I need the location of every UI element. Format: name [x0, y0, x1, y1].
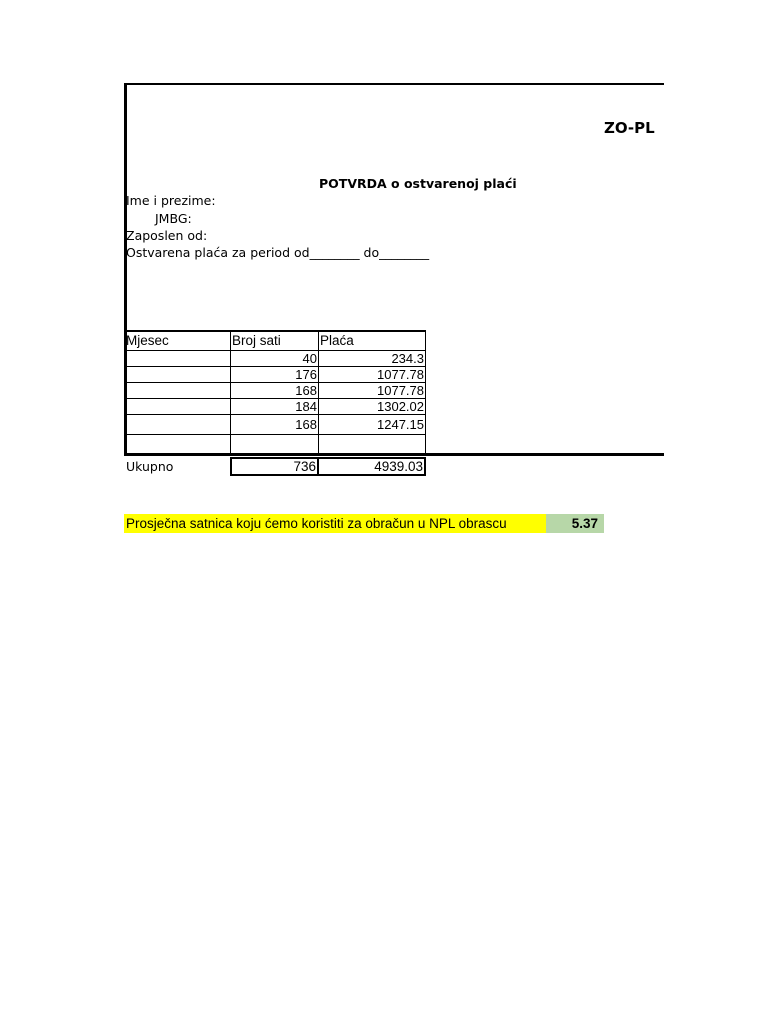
cell-hours[interactable] [231, 434, 319, 453]
name-label: Ime i prezime: [126, 193, 216, 208]
table-row [125, 398, 426, 414]
total-pay[interactable]: 4939.03 [317, 457, 426, 476]
cell-pay[interactable] [319, 434, 426, 453]
cell-month[interactable] [125, 434, 231, 453]
table-row [125, 350, 426, 366]
table-row [125, 382, 426, 398]
cell-pay[interactable]: 1077.78 [319, 366, 426, 382]
cell-month[interactable] [125, 398, 231, 414]
table-row [125, 434, 426, 453]
cell-pay[interactable]: 1077.78 [319, 382, 426, 398]
employed-label: Zaposlen od: [126, 228, 208, 243]
cell-hours[interactable]: 176 [231, 366, 319, 382]
cell-month[interactable] [125, 366, 231, 382]
cell-hours[interactable]: 168 [231, 382, 319, 398]
cell-hours[interactable]: 168 [231, 414, 319, 434]
table-row [125, 366, 426, 382]
table-header-row [125, 331, 426, 350]
cell-hours[interactable]: 40 [231, 350, 319, 366]
total-hours[interactable]: 736 [230, 457, 319, 476]
cell-pay[interactable]: 234.3 [319, 350, 426, 366]
cell-pay[interactable]: 1247.15 [319, 414, 426, 434]
average-rate-value[interactable]: 5.37 [546, 514, 604, 533]
form-title: POTVRDA o ostvarenoj plaći [319, 176, 517, 191]
cell-month[interactable] [125, 350, 231, 366]
cell-month[interactable] [125, 414, 231, 434]
header-pay: Plaća [319, 331, 426, 350]
period-label: Ostvarena plaća za period od________ do________ [126, 245, 430, 260]
table-row [125, 414, 426, 434]
header-hours: Broj sati [231, 331, 319, 350]
total-label: Ukupno [126, 459, 174, 474]
jmbg-label: JMBG: [155, 211, 192, 226]
average-rate-label: Prosječna satnica koju ćemo koristiti za obračun u NPL obrascu [124, 514, 546, 533]
cell-month[interactable] [125, 382, 231, 398]
salary-table [124, 330, 426, 454]
cell-pay[interactable]: 1302.02 [319, 398, 426, 414]
form-code: ZO-PL [604, 119, 655, 137]
cell-hours[interactable]: 184 [231, 398, 319, 414]
header-month: Mjesec [125, 331, 231, 350]
